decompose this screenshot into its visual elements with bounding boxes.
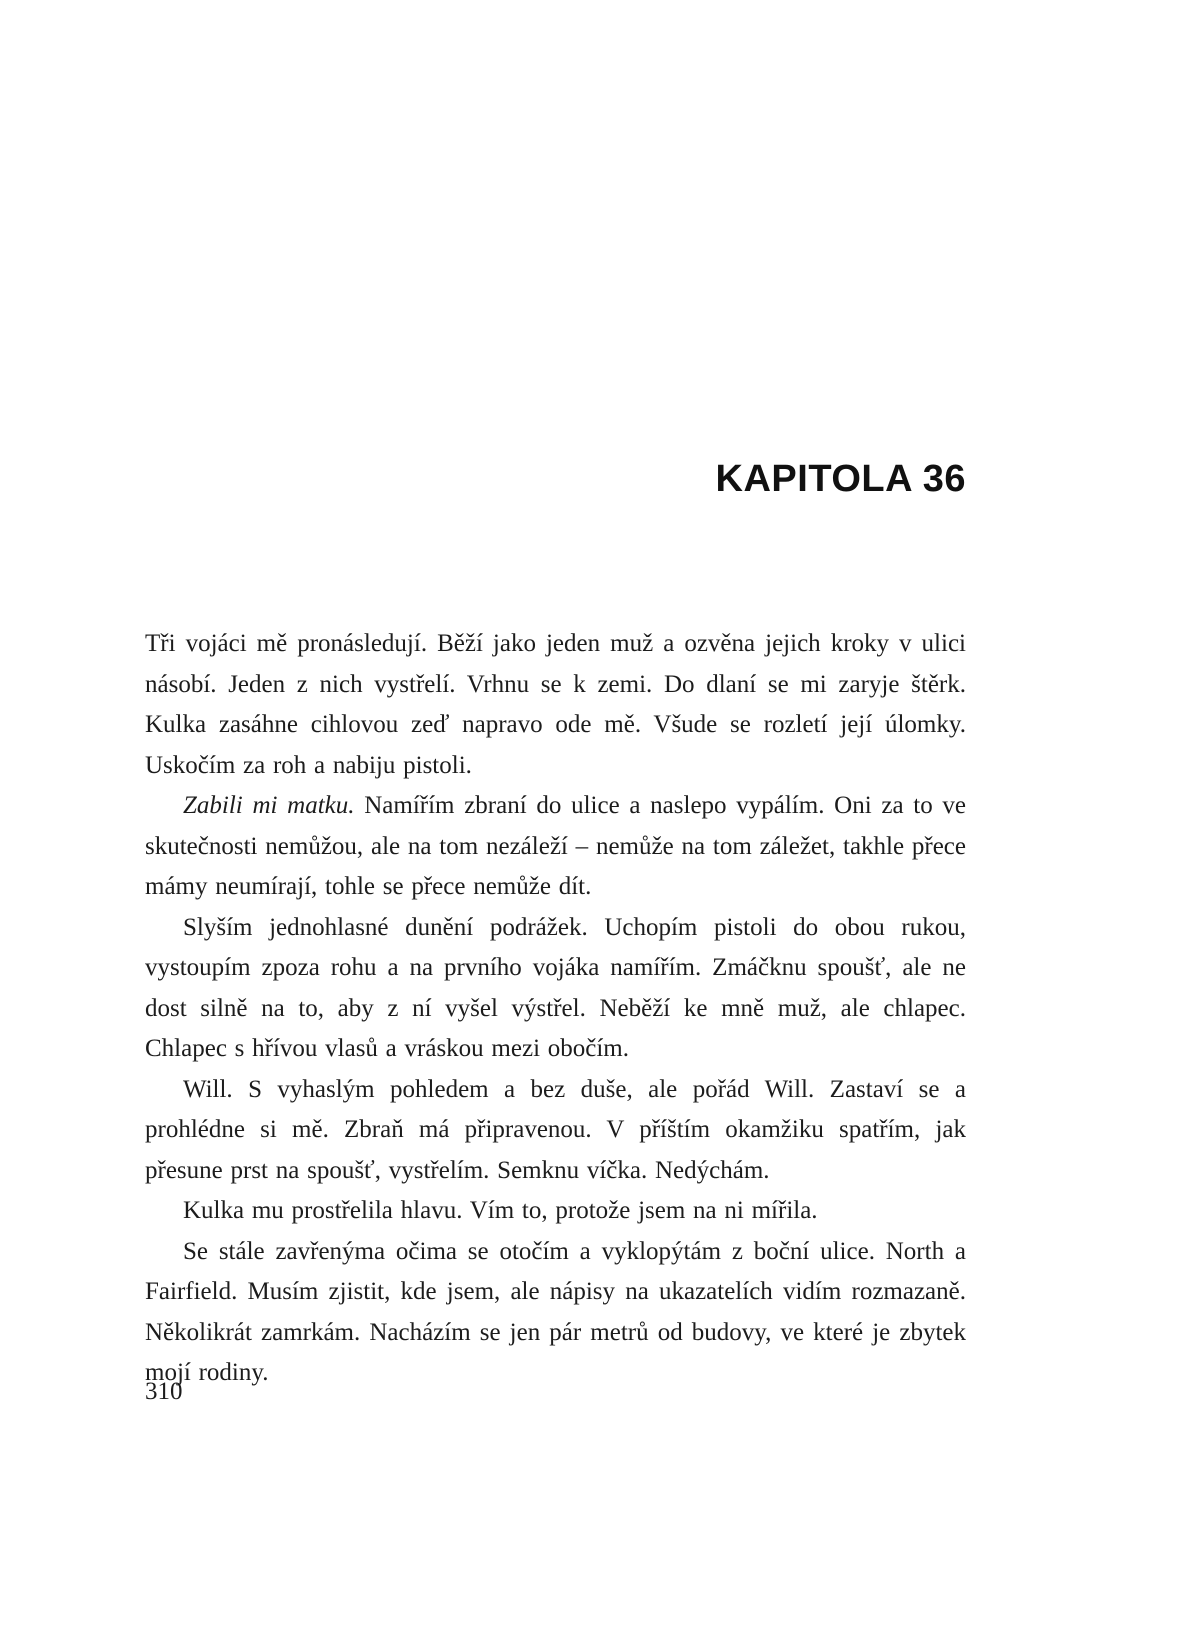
paragraph-4: Will. S vyhaslým pohledem a bez duše, ale pořád Will. Zastaví se a prohlédne si mě. Zbraň má připravenou. V příštím okamžiku spatřím, jak přesune prst na spoušť, vystřelím. Semknu víčka. Nedýchám.	[145, 1075, 966, 1184]
paragraph-2-rest: Namířím zbraní do ulice a naslepo vypálím. Oni za to ve skutečnosti nemůžou, ale na tom nezáleží – nemůže na tom záležet, takhle přece mámy neumírají, tohle se přece nemůže dít.	[145, 792, 967, 900]
paragraph-5: Kulka mu prostřelila hlavu. Vím to, protože jsem na ni mířila.	[183, 1197, 818, 1224]
italic-phrase: Zabili mi matku.	[183, 792, 355, 819]
paragraph-2	[145, 786, 966, 908]
page-number: 310	[145, 1378, 183, 1405]
chapter-title: KAPITOLA 36	[715, 458, 966, 500]
paragraph-1: Tři vojáci mě pronásledují. Běží jako jeden muž a ozvěna jejich kroky v ulici násobí. Jeden z nich vystřelí. Vrhnu se k zemi. Do dlaní se mi zaryje štěrk. Kulka zasáhne cihlovou zeď napravo ode mě. Všude se rozletí její úlomky. Uskočím za roh a nabiju pistoli.	[145, 630, 966, 779]
paragraph-6: Se stále zavřenýma očima se otočím a vyklopýtám z boční ulice. North a Fairfield. Musím zjistit, kde jsem, ale nápisy na ukazatelích vidím rozmazaně. Několikrát zamrkám. Nacházím se jen pár metrů od budovy, ve které je zbytek mojí rodiny.	[145, 1237, 966, 1386]
body-text	[145, 624, 966, 1394]
paragraph-3: Slyším jednohlasné dunění podrážek. Uchopím pistoli do obou rukou, vystoupím zpoza rohu a na prvního vojáka namířím. Zmáčknu spoušť, ale ne dost silně na to, aby z ní vyšel výstřel. Neběží ke mně muž, ale chlapec. Chlapec s hřívou vlasů a vráskou mezi obočím.	[145, 913, 966, 1062]
